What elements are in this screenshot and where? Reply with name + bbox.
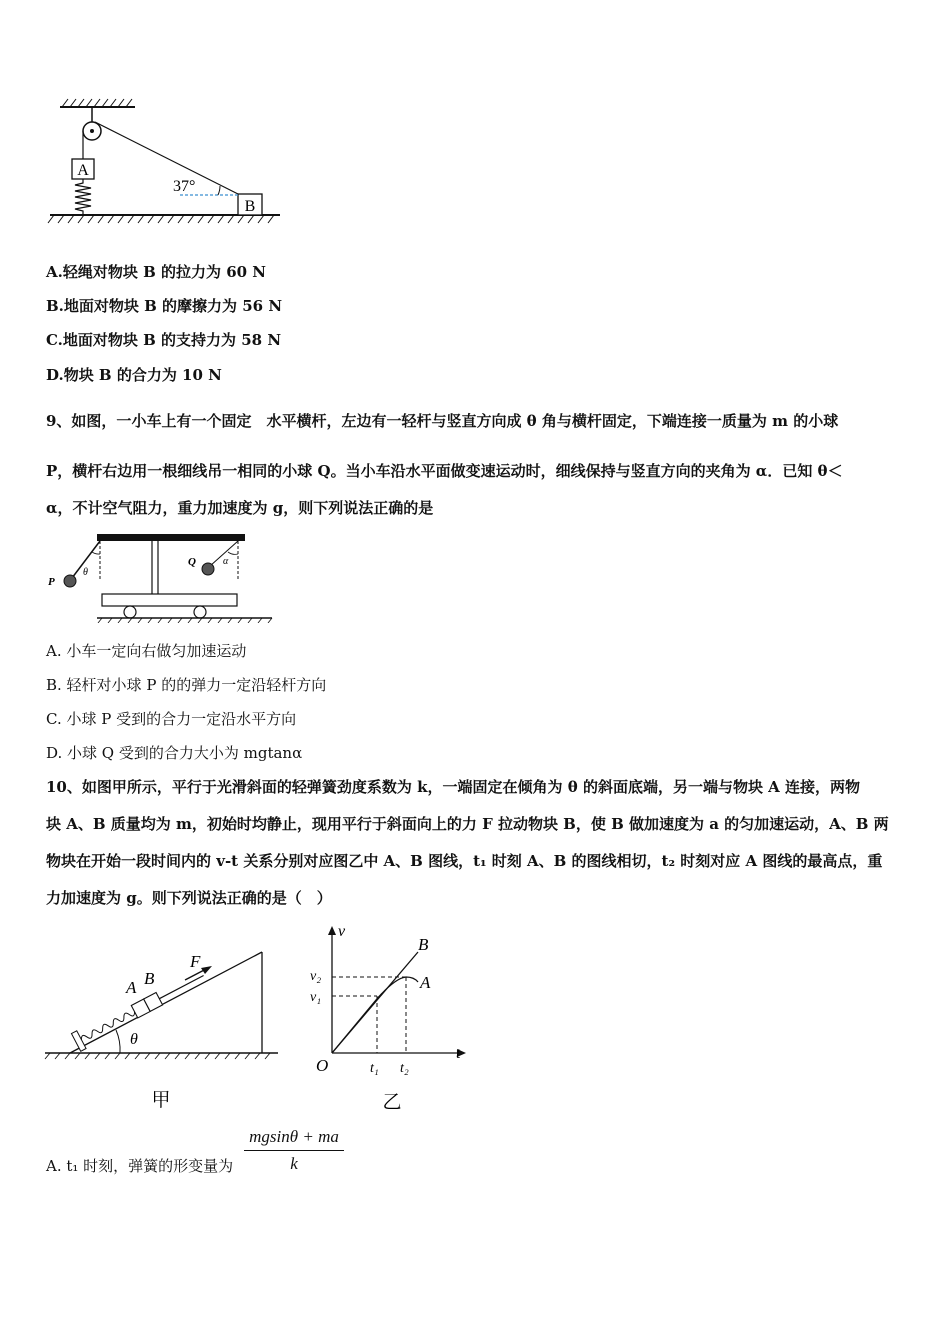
block-a-label: A (77, 162, 89, 179)
q10-option-a: A. t₁ 时刻，弹簧的形变量为 (46, 1157, 234, 1175)
force-f-label: F (190, 952, 201, 971)
fraction-denominator: k (290, 1154, 298, 1173)
q10-stem-line2: 块 A、B 质量均为 m，初始时均静止，现用平行于斜面向上的力 F 拉动物块 B，使 B 做加速度为 a 的匀加速运动，A、B 两 (46, 815, 889, 833)
block-b-label: B (244, 198, 256, 215)
cart-figure (42, 528, 277, 623)
t-axis-label: t (456, 1045, 461, 1062)
theta-label: θ (83, 567, 88, 578)
line-a-label: A (420, 973, 431, 992)
caption-jia: 甲 (151, 1090, 171, 1111)
fraction-bar (244, 1150, 344, 1151)
theta-label: θ (130, 1031, 138, 1048)
v2-label: v₂ (310, 969, 322, 984)
t1-label: t₁ (370, 1061, 379, 1076)
caption-yi: 乙 (382, 1092, 402, 1113)
block-b-label: B (144, 969, 155, 988)
fraction-numerator: mgsinθ + ma (249, 1127, 339, 1146)
vt-graph (300, 920, 475, 1115)
q9-stem-line1: 9、如图，一小车上有一个固定 水平横杆，左边有一轻杆与竖直方向成 θ 角与横杆固定，下端连接一质量为 m 的小球 (46, 412, 839, 430)
q9-option-c: C. 小球 P 受到的合力一定沿水平方向 (46, 710, 297, 728)
ball-q-label: Q (188, 556, 196, 568)
q8-option-b: B.地面对物块 B 的摩擦力为 56 N (46, 297, 283, 315)
pulley-spring-figure (40, 95, 290, 230)
q10-stem-line3: 物块在开始一段时间内的 v-t 关系分别对应图乙中 A、B 图线，t₁ 时刻 A、B 的图线相切，t₂ 时刻对应 A 图线的最高点，重 (46, 852, 883, 870)
t2-label: t₂ (400, 1061, 409, 1076)
q8-option-c: C.地面对物块 B 的支持力为 58 N (46, 331, 282, 349)
q9-stem-line2: P，横杆右边用一根细线吊一相同的小球 Q。当小车沿水平面做变速运动时，细线保持与竖直方向的夹角为 α．已知 θ＜ (46, 462, 843, 480)
incline-figure (40, 940, 285, 1115)
q9-option-d: D. 小球 Q 受到的合力大小为 mgtanα (46, 744, 303, 762)
q10-stem-line4: 力加速度为 g。则下列说法正确的是（ ） (46, 889, 332, 907)
line-b-label: B (418, 935, 429, 954)
alpha-label: α (223, 556, 229, 567)
ball-p-label: P (48, 576, 55, 588)
origin-label: O (316, 1056, 329, 1075)
q9-stem-line3: α，不计空气阻力，重力加速度为 g，则下列说法正确的是 (46, 499, 434, 517)
q8-option-a: A.轻绳对物块 B 的拉力为 60 N (46, 263, 267, 281)
q10-stem-line1: 10、如图甲所示，平行于光滑斜面的轻弹簧劲度系数为 k，一端固定在倾角为 θ 的斜面底端，另一端与物块 A 连接，两物 (46, 778, 861, 796)
v-axis-label: v (338, 923, 346, 940)
q9-option-b: B. 轻杆对小球 P 的的弹力一定沿轻杆方向 (46, 676, 327, 694)
q8-option-d: D.物块 B 的合力为 10 N (46, 366, 222, 384)
v1-label: v₁ (310, 990, 322, 1005)
block-a-label: A (126, 978, 137, 997)
q9-option-a: A. 小车一定向右做匀加速运动 (46, 642, 247, 660)
angle-label: 37° (173, 178, 196, 195)
